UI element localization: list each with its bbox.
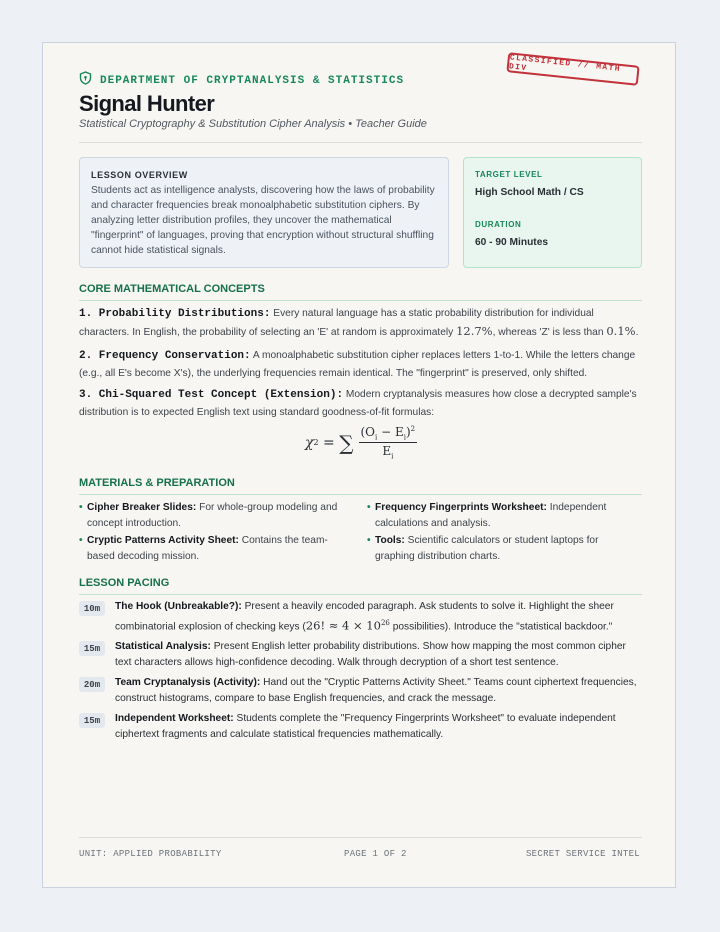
pacing-desc: Students complete the "Frequency Fingerprints Worksheet" to evaluate independent ciphertext fragments and calculate statistical frequencies mathematically. [115,713,616,740]
lesson-overview-box [79,157,449,268]
bullet-icon: • [367,535,371,546]
header-divider [79,142,642,143]
page-subtitle: Statistical Cryptography & Substitution Cipher Analysis • Teacher Guide [79,118,427,130]
concept-1-text-b: , whereas 'Z' is less than [492,327,607,338]
overview-text: Students act as intelligence analysts, discovering how the laws of probability and character frequencies break monoalphabetic substitution ciphers. By analyzing letter distribution profiles, they uncover the mathematical "fingerprint" of languages, proving that encryption without structural shuffling cannot hide statistical signals. [91,185,435,256]
concept-2-text: A monoalphabetic substitution cipher replaces letters 1-to-1. While the letters change (e.g., all E's become X's), the underlying frequencies remain identical. The "fingerprint" is preserved, only shifted. [79,350,636,379]
formula-num-close: ) [405,425,411,439]
concept-1-text-c: . [635,327,639,338]
formula-numerator [359,425,418,443]
pacing-text [115,711,637,743]
formula-chi: χ [305,434,314,451]
shield-icon [79,71,92,90]
pacing-heading: LESSON PACING [79,577,170,589]
concepts-heading: CORE MATHEMATICAL CONCEPTS [79,283,265,295]
pacing-text [115,599,637,635]
pacing-divider [79,594,642,595]
formula-den-e: E [382,444,392,459]
pacing-desc: Hand out the "Cryptic Patterns Activity Sheet." Teams count ciphertext frequencies, construct histograms, compare to base English frequencies, and crack the message. [115,677,637,704]
time-badge: 15m [79,713,105,728]
formula-num-sub2: i [403,433,406,442]
duration-value: 60 - 90 Minutes [475,237,549,248]
concept-frequency [79,347,642,382]
footer-classification: SECRET SERVICE INTEL [525,849,640,859]
classified-stamp: CLASSIFIED // MATH DIV [506,52,639,86]
footer-divider [79,837,642,838]
concept-3-text: Modern cryptanalysis measures how close a decrypted sample's distribution is to expected English text using standard goodness-of-fit formulas: [79,389,637,418]
pacing-title: Team Cryptanalysis (Activity): [115,677,261,688]
material-item [79,533,349,565]
concept-3-heading: 3. Chi-Squared Test Concept (Extension): [79,389,344,401]
concept-1-text-a: Every natural language has a static probability distribution for individual characters. In English, the probability of selecting an 'E' at random is approximately [79,308,594,338]
pacing-title: The Hook (Unbreakable?): [115,601,242,612]
material-item [367,500,637,532]
formula-chi-exponent: 2 [313,438,319,448]
pacing-desc: Present a heavily encoded paragraph. Ask students to solve it. Highlight the sheer combinatorial explosion of checking keys ( [115,601,614,633]
concept-1-math-a: 12.7% [456,324,493,338]
bullet-icon: • [367,502,371,513]
department-line [79,71,404,90]
formula-num-exponent: 2 [410,425,416,433]
material-item [367,533,637,565]
material-text: Scientific calculators or student laptops for graphing distribution charts. [375,535,599,562]
materials-divider [79,494,642,495]
concept-1-heading: 1. Probability Distributions: [79,308,271,320]
formula-num-o: (O [360,425,376,439]
document-page [42,42,676,888]
pacing-math: 26! ≈ 4 × 10 [305,618,381,633]
formula-num-sub: i [375,433,378,442]
department-name: DEPARTMENT OF CRYPTANALYSIS & STATISTICS [100,74,405,87]
concept-probability [79,305,642,341]
pacing-text [115,675,637,707]
time-badge: 20m [79,677,105,692]
pacing-desc-end: possibilities). Introduce the "statistical backdoor." [389,621,613,633]
duration-label: DURATION [475,220,522,229]
material-item [79,500,349,532]
footer-page-number: PAGE 1 OF 2 [344,849,407,859]
concept-chi-squared [79,386,642,421]
formula-equals: = [318,434,340,451]
page-title: Signal Hunter [79,91,215,116]
target-level-value: High School Math / CS [475,187,584,198]
formula-num-minus-e: − E [377,425,404,439]
formula-denominator [382,443,393,460]
concept-2-heading: 2. Frequency Conservation: [79,350,251,362]
material-title: Frequency Fingerprints Worksheet: [375,502,547,513]
concepts-divider [79,300,642,301]
footer-unit: UNIT: APPLIED PROBABILITY [79,849,222,859]
overview-label: LESSON OVERVIEW [91,170,188,180]
formula-fraction [359,425,418,461]
material-text: Contains the team-based decoding mission. [87,535,328,562]
chi-squared-formula [305,425,417,461]
formula-sum: ∑ [339,430,354,455]
material-title: Tools: [375,535,405,546]
material-text: Independent calculations and analysis. [375,502,607,529]
pacing-desc: Present English letter probability distributions. Show how mapping the most common cipher text characters allows high-confidence decoding. Walk through decryption of a short test sentence. [115,641,626,668]
lesson-meta-box [463,157,642,268]
concept-1-math-b: 0.1% [606,324,636,338]
pacing-title: Statistical Analysis: [115,641,211,652]
target-level-label: TARGET LEVEL [475,170,543,179]
bullet-icon: • [79,535,83,546]
pacing-text [115,639,637,671]
material-title: Cipher Breaker Slides: [87,502,197,513]
pacing-title: Independent Worksheet: [115,713,234,724]
time-badge: 15m [79,641,105,656]
pacing-math-exponent: 26 [380,619,390,627]
bullet-icon: • [79,502,83,513]
material-text: For whole-group modeling and concept introduction. [87,502,338,529]
material-title: Cryptic Patterns Activity Sheet: [87,535,239,546]
time-badge: 10m [79,601,105,616]
formula-den-sub: i [391,452,394,461]
materials-heading: MATERIALS & PREPARATION [79,477,235,489]
